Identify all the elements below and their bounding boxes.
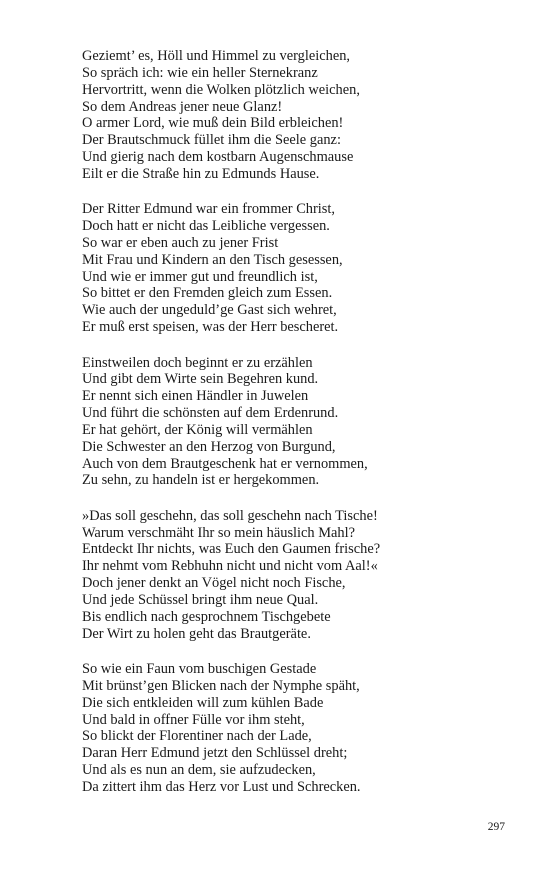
verse-line: Hervortritt, wenn die Wolken plötzlich weichen, [82,81,360,98]
verse-line: Er nennt sich einen Händler in Juwelen [82,388,309,405]
verse-line: Mit Frau und Kindern an den Tisch gesessen, [82,251,343,268]
verse-line: Eilt er die Straße hin zu Edmunds Hause. [82,165,320,182]
verse-line: »Das soll geschehn, das soll geschehn nach Tische! [82,507,378,524]
verse-line: Und jede Schüssel bringt ihm neue Qual. [82,591,319,608]
verse-line: Die Schwester an den Herzog von Burgund, [82,438,336,455]
verse-line: Er hat gehört, der König will vermählen [82,421,313,438]
stanza-1 [82,48,522,183]
verse-line: So blickt der Florentiner nach der Lade, [82,728,312,745]
verse-line: Zu sehn, zu handeln ist er hergekommen. [82,472,320,489]
page-number: 297 [487,821,505,833]
verse-line: Der Wirt zu holen geht das Brautgeräte. [82,625,311,642]
stanza-2 [82,201,522,336]
verse-line: Auch von dem Brautgeschenk hat er vernommen, [82,455,368,472]
verse-line: Und wie er immer gut und freundlich ist, [82,268,318,285]
verse-line: Und gierig nach dem kostbarn Augenschmause [82,149,354,166]
verse-line: So war er eben auch zu jener Frist [82,234,279,251]
verse-line: O armer Lord, wie muß dein Bild erbleichen! [82,115,344,132]
verse-line: Entdeckt Ihr nichts, was Euch den Gaumen frische? [82,541,381,558]
verse-line: Daran Herr Edmund jetzt den Schlüssel dreht; [82,745,348,762]
verse-line: Die sich entkleiden will zum kühlen Bade [82,694,324,711]
poem-body [82,48,522,814]
verse-line: Doch jener denkt an Vögel nicht noch Fische, [82,575,346,592]
verse-line: Mit brünst’gen Blicken nach der Nymphe späht, [82,677,360,694]
verse-line: Und gibt dem Wirte sein Begehren kund. [82,371,319,388]
verse-line: Bis endlich nach gesprochnem Tischgebete [82,608,331,625]
verse-line: Der Brautschmuck füllet ihm die Seele ganz: [82,132,341,149]
verse-line: Einstweilen doch beginnt er zu erzählen [82,354,313,371]
stanza-3 [82,355,522,490]
verse-line: Wie auch der ungeduld’ge Gast sich wehret, [82,302,337,319]
verse-line: Er muß erst speisen, was der Herr bescheret. [82,319,339,336]
stanza-5 [82,661,522,796]
verse-line: Ihr nehmt vom Rebhuhn nicht und nicht vom Aal!« [82,558,378,575]
verse-line: Der Ritter Edmund war ein frommer Christ, [82,201,335,218]
verse-line: So wie ein Faun vom buschigen Gestade [82,661,317,677]
verse-line: Warum verschmäht Ihr so mein häuslich Mahl? [82,524,355,541]
verse-line: Da zittert ihm das Herz vor Lust und Schrecken. [82,778,361,795]
stanza-4 [82,508,522,643]
verse-line: Doch hatt er nicht das Leibliche vergessen. [82,218,330,235]
verse-line: Und führt die schönsten auf dem Erdenrund. [82,405,339,422]
verse-line: Geziemt’ es, Höll und Himmel zu vergleichen, [82,48,351,64]
verse-line: Und bald in offner Fülle vor ihm steht, [82,711,305,728]
verse-line: So bittet er den Fremden gleich zum Essen. [82,285,333,302]
verse-line: So spräch ich: wie ein heller Sternekranz [82,64,318,81]
verse-line: So dem Andreas jener neue Glanz! [82,98,283,115]
verse-line: Und als es nun an dem, sie aufzudecken, [82,762,316,779]
